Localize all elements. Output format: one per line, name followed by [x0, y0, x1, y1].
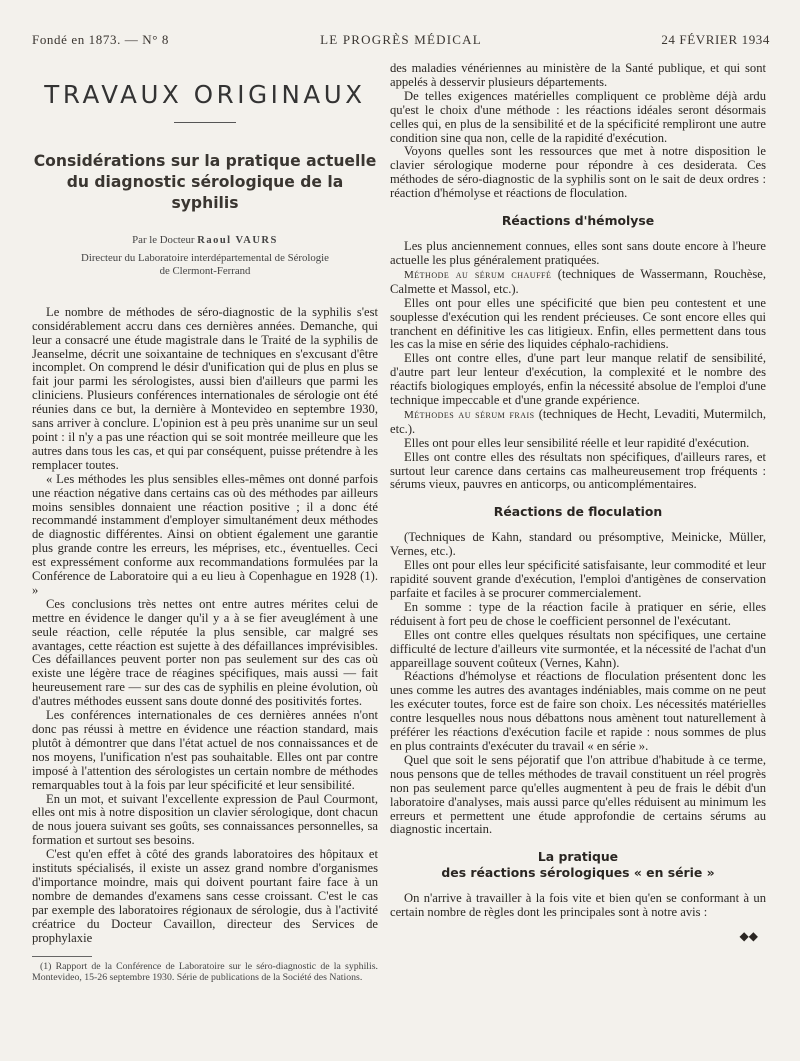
paragraph: Ces conclusions très nettes ont entre autres mérites celui de mettre en évidence le danger qu'il y a à se fier aveuglément à une seule réaction, celle réputée la plus sensible, car malgré ses avantages, cette réaction est sujette à des défaillances imprévisibles. Ces défaillances peuvent porter non pas seulement sur des cas où existe une légère trace de réagines spécifiques, mais aussi — fait heureusement rare — sur des cas de syphilis en pleine évolution, où d'autres méthodes eussent sans doute donné des positivités fortes.	[32, 596, 378, 709]
left-body	[32, 306, 378, 946]
byline	[32, 234, 378, 248]
paragraph: Elles ont pour elles leur spécificité satisfaisante, leur commodité et leur rapidité souvent grande d'exécution, l'emploi d'antigènes de conservation parfaite et faciles à se procurer commercialement.	[390, 558, 766, 600]
issue-date: 24 FÉVRIER 1934	[661, 32, 770, 47]
paragraph: Voyons quelles sont les ressources que met à notre disposition le clavier sérologique moderne pour répondre à ces desiderata. Ces méthodes de séro-diagnostic de la syphilis sont on le sait de deux ordres : réaction d'hémolyse et réactions de floculation.	[390, 144, 766, 201]
paragraph: Les conférences internationales de ces dernières années n'ont donc pas réussi à mettre en évidence une réaction standard, mais plutôt à démontrer que dans l'état actuel de nos connaissances et de nos moyens, l'unification n'est pas souhaitable. Elles ont par contre imposé à l'attention des sérologistes un certain nombre de méthodes remarquables tout à la fois par leur spécificité et leur sensibilité.	[32, 708, 378, 792]
article-title-line-2: du diagnostic sérologique de la syphilis	[66, 172, 344, 212]
method-detail: (techniques de Wassermann, Rouchèse, Calmette et Massol, etc.).	[390, 266, 767, 296]
footnote-rule	[32, 956, 92, 957]
right-column	[390, 62, 766, 944]
author-affiliation	[32, 252, 378, 278]
subhead-pratique-line-2: des réactions sérologiques « en série »	[441, 865, 715, 881]
subhead-floculation: Réactions de floculation	[493, 504, 663, 520]
subhead-pratique-line-1: La pratique	[537, 849, 619, 865]
paragraph: Elles ont pour elles leur sensibilité réelle et leur rapidité d'exécution.	[404, 435, 750, 450]
header-founding-issue: Fondé en 1873. — N° 8	[32, 32, 169, 47]
subhead-pratique	[390, 849, 766, 881]
method-label-heated-serum: Méthode au sérum chauffé	[404, 268, 552, 281]
paragraph: Elles ont contre elles des résultats non spécifiques, d'ailleurs rares, et surtout leur carence dans certains cas malheureusement trop fréquents : sérums vieux, pauvres en anticorps, ou anticomplémentaires.	[390, 449, 766, 492]
left-column	[32, 62, 378, 983]
paragraph	[390, 408, 766, 437]
article-title	[32, 151, 378, 214]
footnote: (1) Rapport de la Conférence de Laboratoire sur le séro-diagnostic de la syphilis. Montevideo, 15-26 septembre 1930. Série de publications de la Société des Nations.	[32, 960, 378, 983]
paragraph: On n'arrive à travailler à la fois vite et bien qu'en se conformant à un certain nombre de règles dont les principales sont à notre avis :	[390, 891, 766, 920]
paragraph: En un mot, et suivant l'excellente expression de Paul Courmont, elles ont mis à notre disposition un clavier sérologique, dont chacun de nous jouera suivant ses goûts, ses connaissances personnelles, sa formation et surtout ses besoins.	[32, 791, 378, 848]
journal-name: LE PROGRÈS MÉDICAL	[320, 32, 482, 47]
title-rule	[174, 122, 236, 123]
paragraph: Le nombre de méthodes de séro-diagnostic de la syphilis s'est considérablement accru dans ces dernières années. Demanche, qui leur a consacré une étude magistrale dans le Traité de la syphilis de Jeanselme, décrit une soixantaine de techniques en s'excusant d'être incomplet. On comprend le désir d'unification qui de plus en plus se fait jour parmi les sérologistes, aussi bien d'ailleurs que parmi les cliniciens. Plusieurs conférences internationales de sérologie ont été réunies dans ce but, la dernière à Montevideo en septembre 1930, sans arriver à conclure. L'opinion est à peu près unanime sur un seul point : il n'y a pas une réaction qui se soit montrée meilleure que les autres dans tous les cas, et qui par conséquent, puisse prétendre à les remplacer toutes.	[32, 304, 378, 472]
paragraph: Elles ont contre elles, d'une part leur manque relatif de sensibilité, d'autre part leur lenteur d'exécution, la complexité et le nombre des réactifs biologiques employés, enfin la nécessité absolue de l'emploi d'une technique impeccable et d'une grande expérience.	[390, 351, 766, 408]
paragraph: Quel que soit le sens péjoratif que l'on attribue d'habitude à ce terme, nous pensons que de telles méthodes de travail constituent un réel progrès non pas seulement parce qu'elles augmentent à peu de frais le débit d'un laboratoire d'analyses, mais aussi parce qu'elles réduisent au minimum les erreurs et permettent une étude approfondie de certains sérums au diagnostic incertain.	[390, 752, 766, 837]
running-head	[32, 32, 770, 48]
subhead-hemolyse: Réactions d'hémolyse	[501, 213, 655, 229]
section-title: TRAVAUX ORIGINAUX	[44, 80, 366, 109]
method-label-fresh-serum: Méthodes au sérum frais	[404, 408, 535, 421]
paragraph: En somme : type de la réaction facile à pratiquer en série, elles réduisent à fort peu de chose le coefficient personnel de l'exécutant.	[390, 599, 766, 628]
paragraph: Réactions d'hémolyse et réactions de floculation présentent donc les unes comme les autres des avantages indéniables, mais comme on ne peut les exécuter toutes, force est de faire son choix. Les nécessités matérielles contre lesquelles nous nous débattons nous amènent tout naturellement à préférer les réactions d'exécution facile et rapide : nous sommes de plus en plus contraints d'exécuter du travail « en série ».	[390, 669, 766, 753]
paragraph: des maladies vénériennes au ministère de la Santé publique, et qui sont appelés à desservir plusieurs départements.	[390, 61, 766, 89]
paragraph: Les plus anciennement connues, elles sont sans doute encore à l'heure actuelle les plus généralement pratiquées.	[390, 239, 766, 267]
paragraph	[390, 268, 766, 297]
author-name: Raoul VAURS	[197, 234, 278, 246]
byline-prefix: Par le Docteur	[132, 233, 195, 246]
paragraph: Elles ont contre elles quelques résultats non spécifiques, une certaine difficulté de lecture d'ailleurs vite surmontée, et la nécessité de l'achat d'un appareillage souvent coûteux (Vernes, Kahn).	[390, 627, 766, 670]
paragraph: Elles ont pour elles une spécificité que bien peu contestent et une souplesse d'exécution qui les rendent précieuses. Ce sont encore elles qui tranchent en définitive les cas litigieux. Enfin, elles permettent dans tous les cas la mise en série des liquides céphalo-rachidiens.	[390, 295, 766, 352]
affiliation-line-1: Directeur du Laboratoire interdépartemental de Sérologie	[81, 251, 329, 264]
paragraph: (Techniques de Kahn, standard ou présomptive, Meinicke, Müller, Vernes, etc.).	[390, 530, 766, 559]
continuation-ornament: ◆◆	[739, 929, 758, 944]
paragraph: De telles exigences matérielles compliquent ce problème déjà ardu qu'est le choix d'une méthode : les réactions idéales seront désormais celles qui, en plus de la sensibilité et de la spécificité rempliront une autre condition sine qua non, celle de la rapidité d'exécution.	[390, 88, 766, 145]
affiliation-line-2: de Clermont-Ferrand	[159, 264, 251, 277]
paragraph: C'est qu'en effet à côté des grands laboratoires des hôpitaux et instituts spécialisés, il existe un assez grand nombre d'organismes d'importance moindre, mais qui doivent pourtant faire face à un nombre de demandes d'examens sans cesse croissant. C'est le cas par exemple des laboratoires régionaux de sérologie, dus à l'activité créatrice du Docteur Cavaillon, directeur des Services de prophylaxie	[32, 847, 378, 945]
paragraph: « Les méthodes les plus sensibles elles-mêmes ont donné parfois une réaction négative dans certains cas où des méthodes par ailleurs moins sensibles donnaient une réaction positive ; il a donc été recommandé instamment d'employer simultanément deux méthodes de diagnostic différentes. Ainsi on obtient également une garantie plus grande contre les erreurs, les méprises, etc., éventuelles. Ceci est expressément conforme aux recommandations formulées par la Conférence de Laboratoire qui a eu lieu à Copenhague en 1928 (1). »	[32, 471, 378, 597]
article-title-line-1: Considérations sur la pratique actuelle	[33, 151, 377, 170]
method-detail: (techniques de Hecht, Levaditi, Mutermilch, etc.).	[390, 406, 766, 436]
